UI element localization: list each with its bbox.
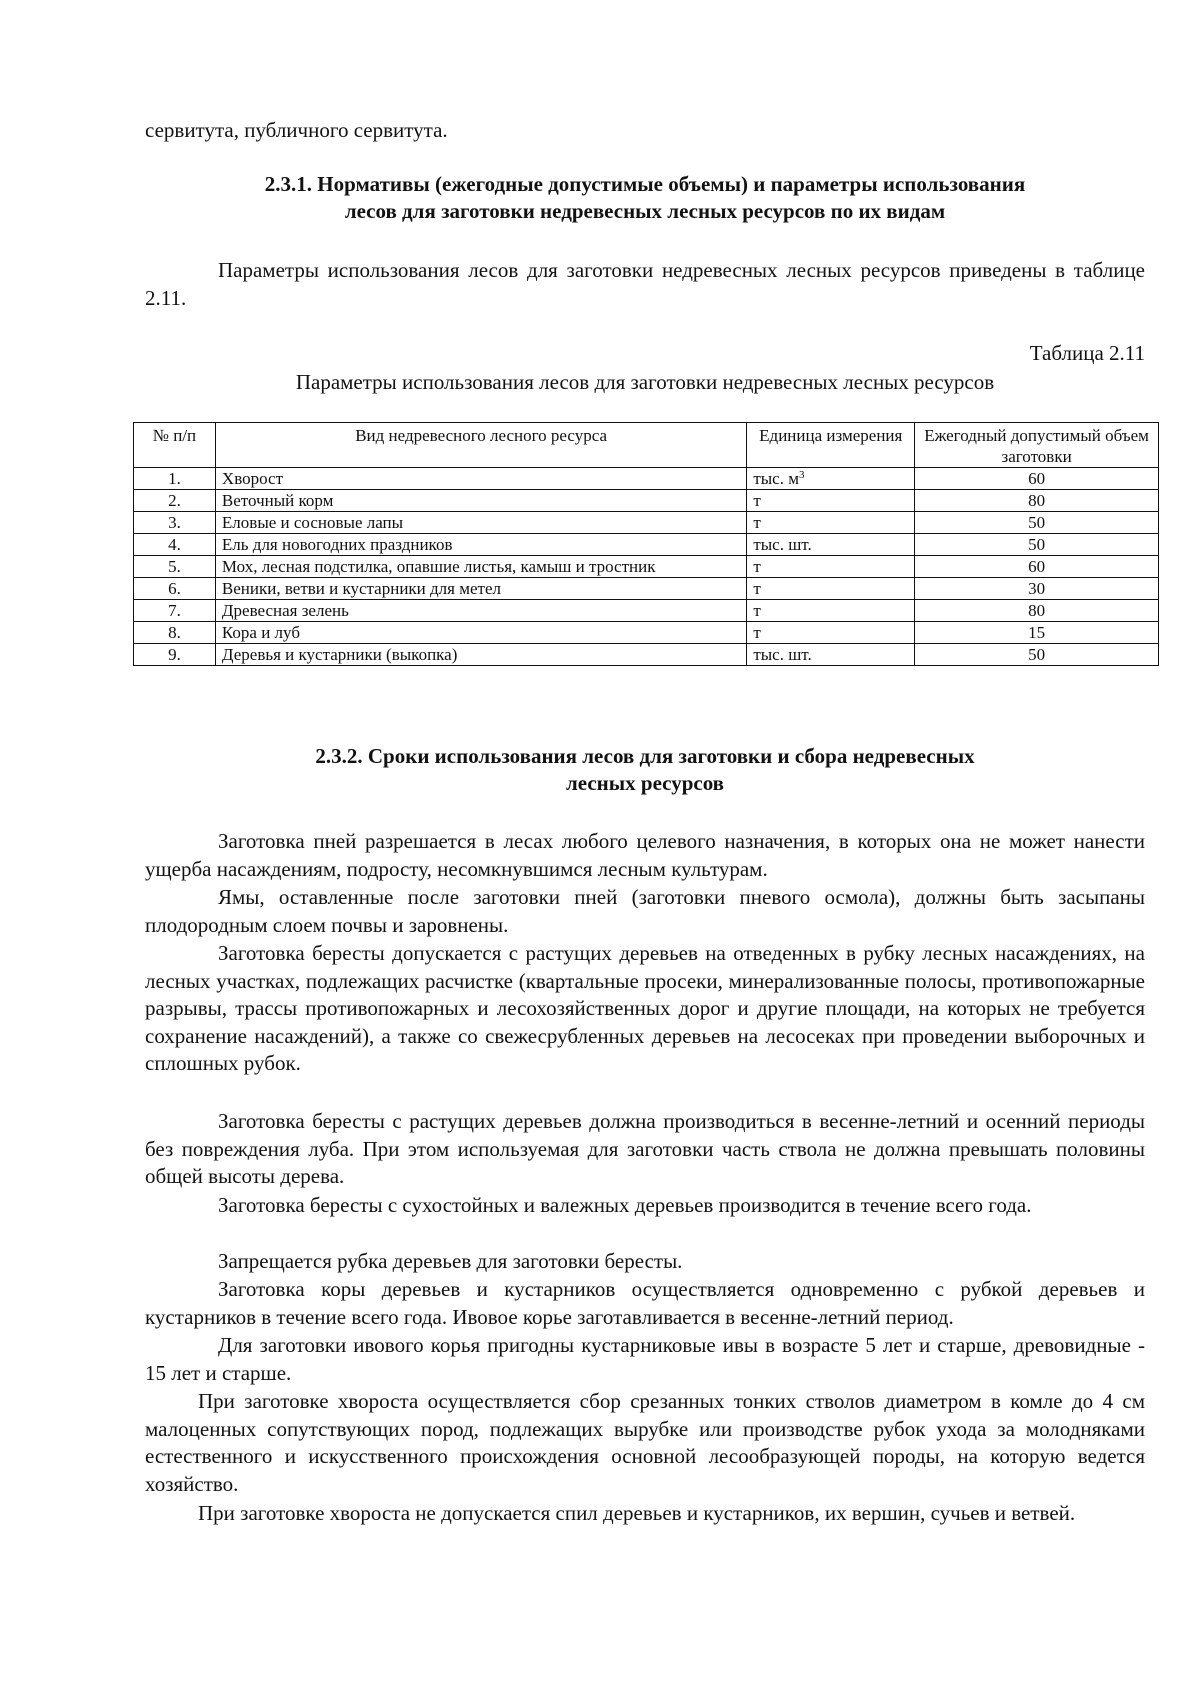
row-volume: 80	[915, 490, 1159, 512]
row-num: 4.	[134, 534, 216, 556]
section-232-paragraph-8: Для заготовки ивового корья пригодны кустарниковые ивы в возрасте 5 лет и старше, древовидные - 15 лет и старше.	[145, 1333, 1145, 1385]
row-volume: 15	[915, 622, 1159, 644]
row-kind: Кора и луб	[215, 622, 746, 644]
row-unit: т	[747, 622, 915, 644]
row-volume: 60	[915, 556, 1159, 578]
header-kind: Вид недревесного лесного ресурса	[215, 423, 746, 468]
row-volume: 50	[915, 512, 1159, 534]
row-unit: тыс. шт.	[747, 534, 915, 556]
row-num: 5.	[134, 556, 216, 578]
section-232-paragraph-10: При заготовке хвороста не допускается спил деревьев и кустарников, их вершин, сучьев и ветвей.	[198, 1501, 1076, 1525]
row-unit: тыс. шт.	[747, 644, 915, 666]
row-num: 1.	[134, 468, 216, 490]
section-231-heading-line1: 2.3.1. Нормативы (ежегодные допустимые объемы) и параметры использования	[264, 172, 1026, 196]
row-unit: т	[747, 600, 915, 622]
row-volume: 80	[915, 600, 1159, 622]
header-unit: Единица измерения	[747, 423, 915, 468]
row-kind: Деревья и кустарники (выкопка)	[215, 644, 746, 666]
section-232-paragraph-9: При заготовке хвороста осуществляется сбор срезанных тонких стволов диаметром в комле до 4 см малоценных сопутствующих пород, подлежащих вырубке или производстве рубок ухода за молодняками естественного и искусственного происхождения основной лесообразующей породы, на которую ведется хозяйство.	[145, 1389, 1145, 1496]
table-row	[134, 622, 1159, 644]
row-kind: Ель для новогодних праздников	[215, 534, 746, 556]
row-kind: Хворост	[215, 468, 746, 490]
row-num: 9.	[134, 644, 216, 666]
section-231-paragraph: Параметры использования лесов для заготовки недревесных лесных ресурсов приведены в таблице 2.11.	[145, 258, 1145, 310]
row-num: 2.	[134, 490, 216, 512]
table-row	[134, 644, 1159, 666]
row-volume: 50	[915, 534, 1159, 556]
row-unit	[747, 468, 915, 490]
table-row	[134, 534, 1159, 556]
section-232-paragraph-1: Заготовка пней разрешается в лесах любого целевого назначения, в которых она не может нанести ущерба насаждениям, подросту, несомкнувшимся лесным культурам.	[145, 829, 1145, 881]
table-row	[134, 556, 1159, 578]
row-unit: т	[747, 490, 915, 512]
section-232-heading-line2: лесных ресурсов	[565, 771, 725, 795]
row-unit: т	[747, 556, 915, 578]
row-unit: т	[747, 578, 915, 600]
row-num: 3.	[134, 512, 216, 534]
table-row	[134, 468, 1159, 490]
row-kind: Веточный корм	[215, 490, 746, 512]
section-232-heading	[145, 743, 1145, 797]
row-kind: Древесная зелень	[215, 600, 746, 622]
section-232-paragraph-2: Ямы, оставленные после заготовки пней (заготовки пневого осмола), должны быть засыпаны плодородным слоем почвы и заровнены.	[145, 885, 1145, 937]
row-volume: 60	[915, 468, 1159, 490]
row-kind: Еловые и сосновые лапы	[215, 512, 746, 534]
row-kind: Веники, ветви и кустарники для метел	[215, 578, 746, 600]
row-unit-superscript: 3	[798, 469, 805, 481]
table-header-row	[134, 423, 1159, 468]
table-row	[134, 512, 1159, 534]
section-232-paragraph-3: Заготовка бересты допускается с растущих деревьев на отведенных в рубку лесных насаждениях, на лесных участках, подлежащих расчистке (квартальные просеки, минерализованные полосы, противопожарные разрывы, трассы противопожарных и лесохозяйственных дорог и другие площади, на которых не требуется сохранение насаждений), а также со свежесрубленных деревьев на лесосеках при проведении выборочных и сплошных рубок.	[145, 941, 1145, 1075]
table-number: Таблица 2.11	[1029, 341, 1145, 365]
intro-text: сервитута, публичного сервитута.	[145, 118, 448, 142]
row-unit: т	[747, 512, 915, 534]
resources-table	[133, 422, 1159, 666]
table-row	[134, 578, 1159, 600]
section-231-heading	[145, 171, 1145, 225]
section-231-heading-line2: лесов для заготовки недревесных лесных ресурсов по их видам	[344, 199, 946, 223]
row-volume: 30	[915, 578, 1159, 600]
row-num: 6.	[134, 578, 216, 600]
table-title: Параметры использования лесов для заготовки недревесных лесных ресурсов	[295, 370, 995, 394]
section-232-heading-line1: 2.3.2. Сроки использования лесов для заготовки и сбора недревесных	[315, 744, 975, 768]
row-num: 7.	[134, 600, 216, 622]
header-num: № п/п	[134, 423, 216, 468]
section-232-paragraph-4: Заготовка бересты с растущих деревьев должна производиться в весенне-летний и осенний периоды без повреждения луба. При этом используемая для заготовки часть ствола не должна превышать половины общей высоты дерева.	[145, 1109, 1145, 1188]
section-232-paragraph-5: Заготовка бересты с сухостойных и валежных деревьев производится в течение всего года.	[218, 1193, 1032, 1217]
table-row	[134, 600, 1159, 622]
row-kind: Мох, лесная подстилка, опавшие листья, камыш и тростник	[215, 556, 746, 578]
table-row	[134, 490, 1159, 512]
row-unit-text: тыс. м	[753, 469, 799, 488]
section-232-paragraph-7: Заготовка коры деревьев и кустарников осуществляется одновременно с рубкой деревьев и кустарников в течение всего года. Ивовое корье заготавливается в весенне-летний период.	[145, 1277, 1145, 1329]
row-num: 8.	[134, 622, 216, 644]
header-volume: Ежегодный допустимый объем заготовки	[915, 423, 1159, 468]
row-volume: 50	[915, 644, 1159, 666]
section-232-paragraph-6: Запрещается рубка деревьев для заготовки бересты.	[218, 1249, 683, 1273]
